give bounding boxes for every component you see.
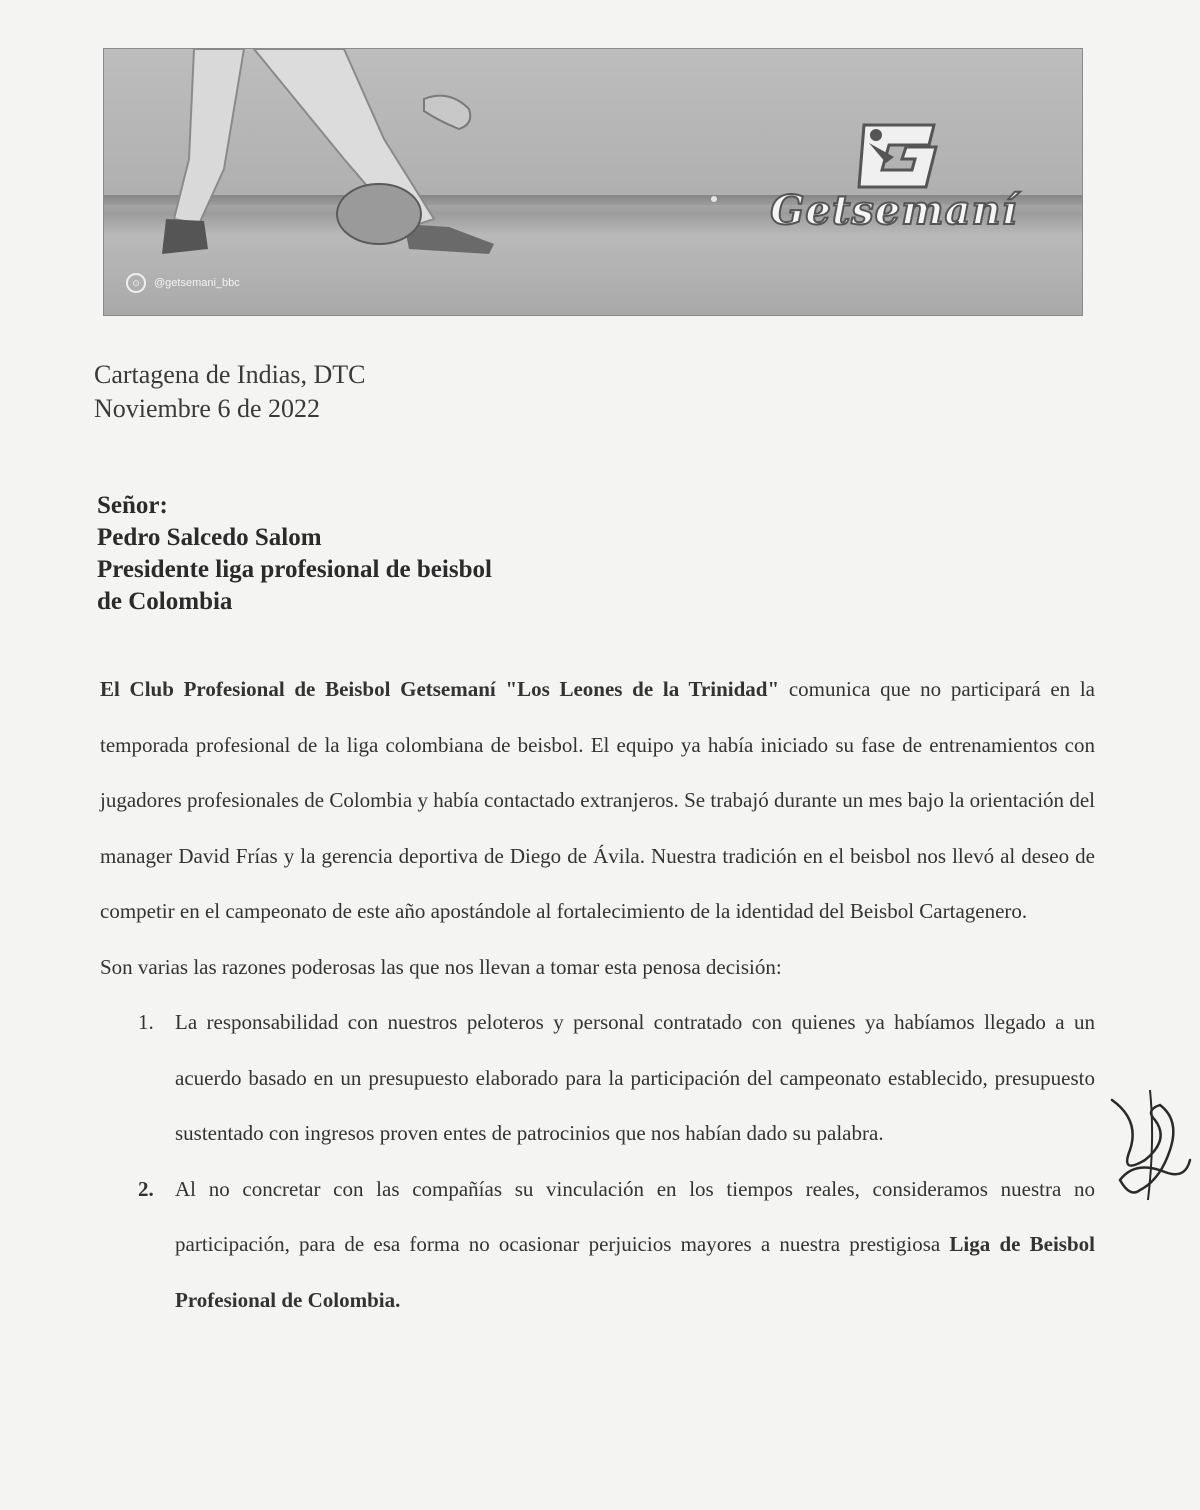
place-date [94,358,365,426]
reasons-intro: Son varias las razones poderosas las que nos llevan a tomar esta penosa decisión: [100,954,782,979]
intro-paragraph [100,662,1095,940]
social-handle [126,273,240,293]
reasons-list [100,995,1095,1328]
getsemani-monogram-icon [764,115,1024,195]
recipient-title-line2: de Colombia [97,588,233,615]
list-number: 1. [138,1010,154,1034]
intro-bold: El Club Profesional de Beisbol Getsemaní "Los Leones de la Trinidad" [100,677,780,701]
signature-image [1100,1080,1195,1210]
list-item [100,1162,1095,1329]
list-text: Al no concretar con las compañías su vinculación en los tiempos reales, consideramos nuestra no participación, para de esa forma no ocasionar perjuicios mayores a nuestra prestigiosa [175,1176,1095,1256]
recipient-name: Pedro Salcedo Salom [97,524,322,551]
recipient-title-line1: Presidente liga profesional de beisbol [97,556,492,583]
getsemani-logo [764,115,1024,245]
list-item [100,995,1095,1162]
intro-rest: comunica que no participará en la temporada profesional de la liga colombiana de beisbol. El equipo ya había iniciado su fase de entrenamientos con jugadores profesionales de Colombia y había contactado extranjeros. Se trabajó durante un mes bajo la orientación del manager David Frías y la gerencia deportiva de Diego de Ávila. Nuestra tradición en el beisbol nos llevó al deseo de competir en el campeonato de este año apostándole al fortalecimiento de la identidad del Beisbol Cartagenero. [100,677,1096,923]
addressee [97,490,492,618]
header-banner [103,48,1083,316]
logo-text: Getsemaní [770,187,1018,234]
place: Cartagena de Indias, DTC [94,360,366,389]
letter-body [100,662,1095,1328]
list-text: La responsabilidad con nuestros peloteros y personal contratado con quienes ya habíamos llegado a un acuerdo basado en un presupuesto elaborado para la participación del campeonato establecido, presupuesto sustentado con ingresos proven entes de patrocinios que nos habían dado su palabra. [175,1010,1095,1145]
handle-text: @getsemani_bbc [154,277,240,289]
instagram-icon: ⊙ [126,273,146,293]
list-number: 2. [138,1176,154,1201]
salutation: Señor: [97,492,168,519]
list-text-bold: Liga de Beisbol Profesional de Colombia. [175,1232,1095,1312]
date: Noviembre 6 de 2022 [94,394,321,423]
